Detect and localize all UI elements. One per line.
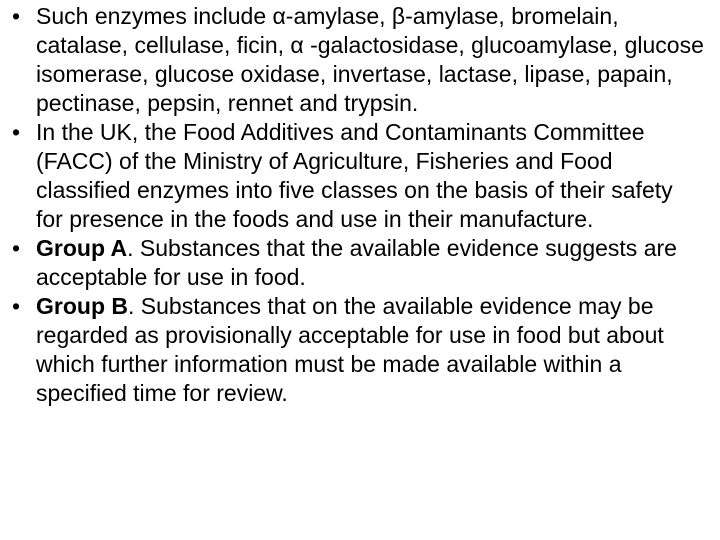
bullet-enzymes-list bbox=[12, 2, 704, 118]
bullet-text: In the UK, the Food Additives and Contaminants Committee (FACC) of the Ministry of Agriculture, Fisheries and Food classified enzymes into five classes on the basis of their safety for presence in the foods and use in their manufacture. bbox=[36, 119, 673, 232]
group-label: Group A bbox=[36, 235, 128, 261]
bullet-icon: • bbox=[12, 119, 21, 145]
bullet-group-b bbox=[12, 292, 704, 408]
bullet-facc-classification bbox=[12, 118, 704, 234]
bullet-icon: • bbox=[12, 293, 21, 319]
bullet-text: . Substances that on the available evidence may be regarded as provisionally acceptable for use in food but about which further information must be made available within a specified time for review. bbox=[36, 293, 664, 406]
bullet-icon: • bbox=[12, 3, 21, 29]
bullet-text: Such enzymes include α-amylase, β-amylase, bromelain, catalase, cellulase, ficin, α -galactosidase, glucoamylase, glucose isomerase, glucose oxidase, invertase, lactase, lipase, papain, pectinase, pepsin, rennet and trypsin. bbox=[36, 3, 704, 116]
bullet-list bbox=[12, 2, 704, 408]
group-label: Group B bbox=[36, 293, 128, 319]
bullet-group-a bbox=[12, 234, 704, 292]
bullet-icon: • bbox=[12, 235, 21, 261]
bullet-text: . Substances that the available evidence suggests are acceptable for use in food. bbox=[36, 235, 677, 290]
